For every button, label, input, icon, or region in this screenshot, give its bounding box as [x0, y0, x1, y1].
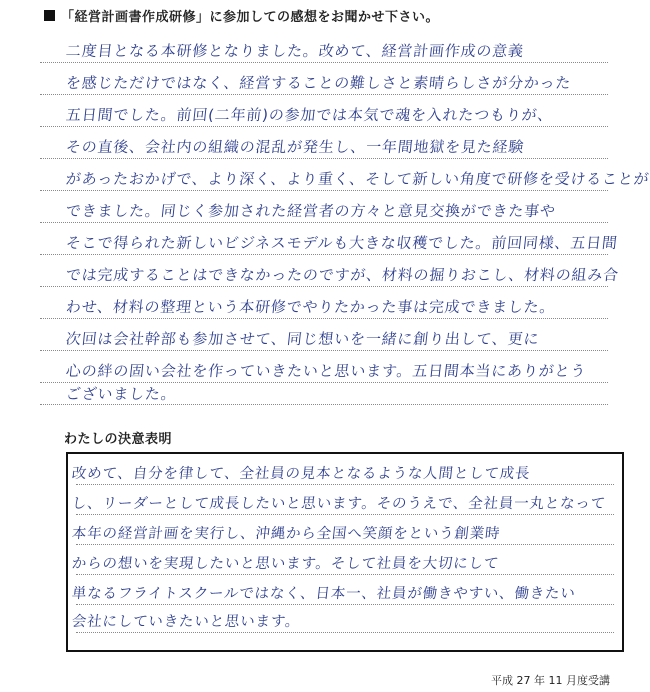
answer-line: 心の絆の固い会社を作っていきたいと思います。五日間本当にありがとう — [65, 362, 588, 380]
answer-line: があったおかげで、より深く、より重く、そして新しい角度で研修を受けることが — [65, 170, 650, 188]
declaration-line: し、リーダーとして成長したいと思います。そのうえで、全社員一丸となって — [71, 496, 607, 512]
rule-line — [40, 222, 608, 223]
answer-line: では完成することはできなかったのですが、材料の掘りおこし、材料の組み合 — [65, 266, 620, 284]
declaration-line: 会社にしていきたいと思います。 — [71, 614, 302, 630]
answer-line: できました。同じく参加された経営者の方々と意見交換ができた事や — [65, 202, 557, 220]
course-date: 平成 27 年 11 月度受講 — [491, 674, 610, 687]
rule-line — [40, 404, 608, 405]
rule-line — [76, 574, 614, 575]
rule-line — [40, 318, 608, 319]
answer-line: 次回は会社幹部も参加させて、同じ想いを一緒に創り出して、更に — [65, 330, 541, 348]
rule-line — [40, 158, 608, 159]
rule-line — [76, 544, 614, 545]
declaration-title: わたしの決意表明 — [64, 432, 173, 447]
rule-line — [76, 604, 614, 605]
answer-line: そこで得られた新しいビジネスモデルも大きな収穫でした。前回同様、五日間 — [65, 234, 619, 252]
rule-line — [40, 94, 608, 95]
rule-line — [76, 484, 614, 485]
rule-line — [40, 62, 608, 63]
answer-line: わせ、材料の整理という本研修でやりたかった事は完成できました。 — [65, 298, 557, 316]
rule-line — [76, 514, 614, 515]
answer-line: を感じただけではなく、経営することの難しさと素晴らしさが分かった — [65, 74, 573, 92]
answer-line: ございました。 — [65, 385, 178, 403]
answer-line: その直後、会社内の組織の混乱が発生し、一年間地獄を見た経験 — [65, 138, 526, 156]
survey-header — [44, 6, 439, 24]
square-bullet-icon — [44, 10, 55, 21]
declaration-line: 単なるフライトスクールではなく、日本一、社員が働きやすい、働きたい — [71, 586, 577, 602]
declaration-line: からの想いを実現したいと思います。そして社員を大切にして — [71, 556, 500, 572]
rule-line — [40, 286, 608, 287]
rule-line — [40, 190, 608, 191]
answer-line: 五日間でした。前回(二年前)の参加では本気で魂を入れたつもりが、 — [65, 106, 555, 124]
declaration-box — [66, 452, 624, 652]
rule-line — [40, 126, 608, 127]
survey-prompt: 「経営計画書作成研修」に参加しての感想をお聞かせ下さい。 — [61, 9, 440, 25]
rule-line — [40, 254, 608, 255]
rule-line — [76, 632, 614, 633]
rule-line — [40, 350, 608, 351]
declaration-line: 改めて、自分を律して、全社員の見本となるような人間として成長 — [71, 466, 532, 482]
declaration-line: 本年の経営計画を実行し、沖縄から全国へ笑顔をという創業時 — [71, 526, 502, 542]
answer-line: 二度目となる本研修となりました。改めて、経営計画作成の意義 — [65, 42, 525, 60]
